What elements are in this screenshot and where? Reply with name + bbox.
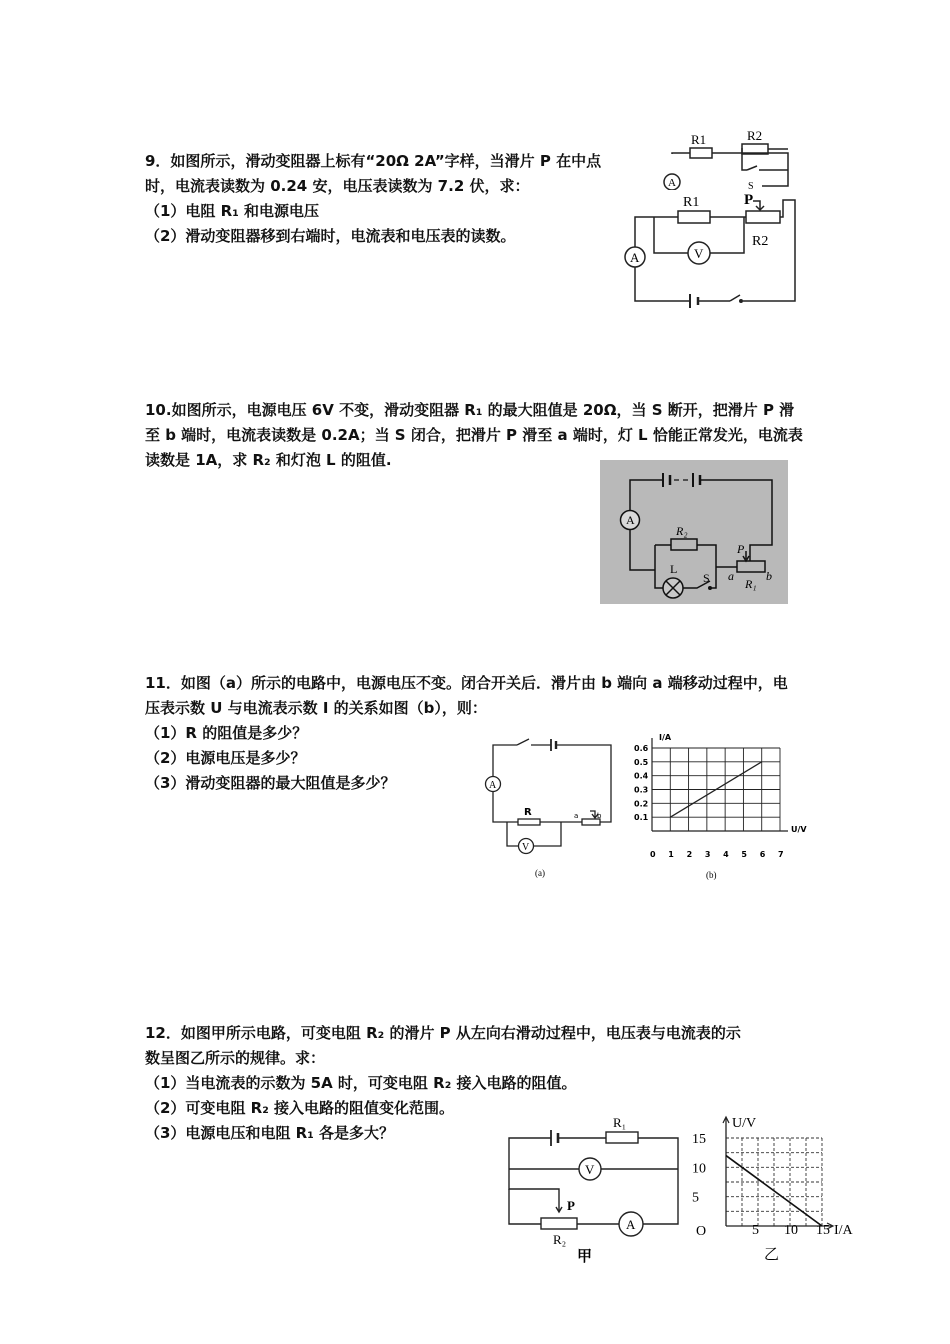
x-tick-label: 4 [723, 850, 729, 859]
q9-line-3: （1）电阻 R₁ 和电源电压 [145, 202, 320, 220]
q10-a-label: a [728, 569, 734, 583]
x-tick-label: 6 [759, 850, 766, 859]
q11-line-4: （2）电源电压是多少？ [145, 749, 306, 767]
q11-a-label: a [574, 812, 579, 820]
q12-slider-label: P [567, 1198, 575, 1213]
q12-chart-yi-grid [726, 1138, 822, 1226]
y-tick-label: 0.2 [634, 799, 649, 809]
y-tick-label: 10 [692, 1161, 706, 1177]
q12-r1-label: R₁ [613, 1115, 627, 1130]
q10-ammeter-label: A [626, 513, 635, 527]
q11-b-label: b [597, 812, 602, 820]
y-tick-label: 0.4 [634, 771, 649, 781]
q11-chart-b-xlabel: U/V [791, 825, 807, 834]
q12-line-5: （3）电源电压和电阻 R₁ 各是多大？ [145, 1124, 395, 1142]
y-tick-label: 5 [692, 1190, 699, 1206]
q9-small-ammeter-label: A [668, 177, 676, 189]
x-tick-label: 5 [741, 850, 748, 859]
q9-slider-label: P [744, 192, 754, 208]
q9-main-circuit [618, 190, 803, 308]
q11-line-2: 压表示数 U 与电流表示数 I 的关系如图（b），则： [145, 699, 487, 717]
question-9 [145, 149, 601, 249]
x-tick-label: 7 [778, 850, 784, 859]
q9-small-switch-label: S [748, 181, 754, 190]
q11-circuit-a [484, 738, 619, 883]
q10-r1-label: R₁ [745, 577, 757, 591]
q10-switch-label: S [703, 571, 710, 585]
q10-line-3: 读数是 1A，求 R₂ 和灯泡 L 的阻值. [145, 451, 392, 469]
q10-line-2: 至 b 端时，电流表读数是 0.2A；当 S 闭合，把滑片 P 滑至 a 端时，灯 L 恰能正常发光，电流表 [145, 426, 803, 444]
q12-chart-yi-axes [723, 1117, 833, 1229]
x-tick-label: 0 [650, 850, 656, 859]
q9-small-circuit [655, 128, 800, 190]
q9-line-1: 9．如图所示，滑动变阻器上标有“20Ω 2A”字样，当滑片 P 在中点 [145, 152, 602, 170]
q11-resistor-label: R [524, 807, 532, 818]
y-tick-label: 0.1 [634, 813, 649, 823]
q10-slider-label: P [737, 542, 745, 556]
q11-line-5: （3）滑动变阻器的最大阻值是多少？ [145, 774, 396, 792]
q12-line-2: 数呈图乙所示的规律。求： [145, 1049, 326, 1067]
x-tick-label: 3 [704, 850, 711, 859]
x-tick-label: 1 [668, 850, 674, 859]
q12-caption-yi: 乙 [764, 1247, 780, 1263]
q12-chart-yi-ylabel: U/V [732, 1116, 757, 1131]
q11-chart-b [628, 728, 818, 883]
q12-line-3: （1）当电流表的示数为 5A 时，可变电阻 R₂ 接入电路的阻值。 [145, 1074, 577, 1092]
q10-lamp-label: L [670, 562, 678, 576]
q9-r1-label: R1 [683, 195, 700, 210]
q9-line-2: 时，电流表读数为 0.24 安，电压表读数为 7.2 伏，求： [145, 177, 530, 195]
q10-circuit [600, 460, 788, 604]
y-tick-label: 0.3 [634, 785, 649, 795]
q12-circuit-jia [503, 1113, 683, 1268]
q11-chart-b-ylabel: I/A [659, 733, 672, 742]
q11-ammeter-label: A [489, 780, 497, 791]
q10-line-1: 10.如图所示，电源电压 6V 不变，滑动变阻器 R₁ 的最大阻值是 20Ω，当 S 断开，把滑片 P 滑 [145, 401, 795, 419]
q12-ammeter-label: A [626, 1217, 636, 1232]
q9-ammeter-label: A [630, 250, 640, 265]
q11-caption-b: (b) [706, 870, 717, 880]
y-tick-label: 15 [692, 1132, 706, 1147]
x-tick-label: 15 [816, 1223, 830, 1238]
q9-line-4: （2）滑动变阻器移到右端时，电流表和电压表的读数。 [145, 227, 516, 245]
q9-voltmeter-label: V [694, 246, 704, 261]
q10-b-label: b [766, 569, 772, 583]
q11-caption-a: (a) [535, 868, 545, 878]
q11-line-3: （1）R 的阻值是多少？ [145, 724, 308, 742]
q10-r2-label: R₂ [676, 524, 688, 538]
q9-small-r1-label: R1 [691, 132, 707, 147]
q12-caption-jia: 甲 [577, 1247, 593, 1265]
q9-small-r2-label: R2 [747, 128, 763, 143]
q11-line-1: 11．如图（a）所示的电路中，电源电压不变。闭合开关后．滑片由 b 端向 a 端移动过程中，电 [145, 674, 788, 692]
q12-voltmeter-label: V [585, 1162, 595, 1177]
q12-chart-yi-xlabel: I/A [834, 1223, 853, 1238]
q12-line-4: （2）可变电阻 R₂ 接入电路的阻值变化范围。 [145, 1099, 455, 1117]
q9-r2-label: R2 [752, 234, 769, 249]
q12-chart-yi-origin: O [696, 1224, 707, 1239]
q11-voltmeter-label: V [522, 842, 530, 853]
y-tick-label: 0.5 [634, 757, 649, 767]
y-tick-label: 0.6 [634, 744, 649, 753]
q12-chart-yi [686, 1108, 866, 1264]
x-tick-label: 5 [752, 1223, 759, 1238]
q12-line-1: 12．如图甲所示电路，可变电阻 R₂ 的滑片 P 从左向右滑动过程中，电压表与电流表的示 [145, 1024, 741, 1042]
x-tick-label: 2 [686, 850, 693, 859]
x-tick-label: 10 [784, 1223, 798, 1238]
q12-r2-label: R₂ [553, 1232, 567, 1247]
